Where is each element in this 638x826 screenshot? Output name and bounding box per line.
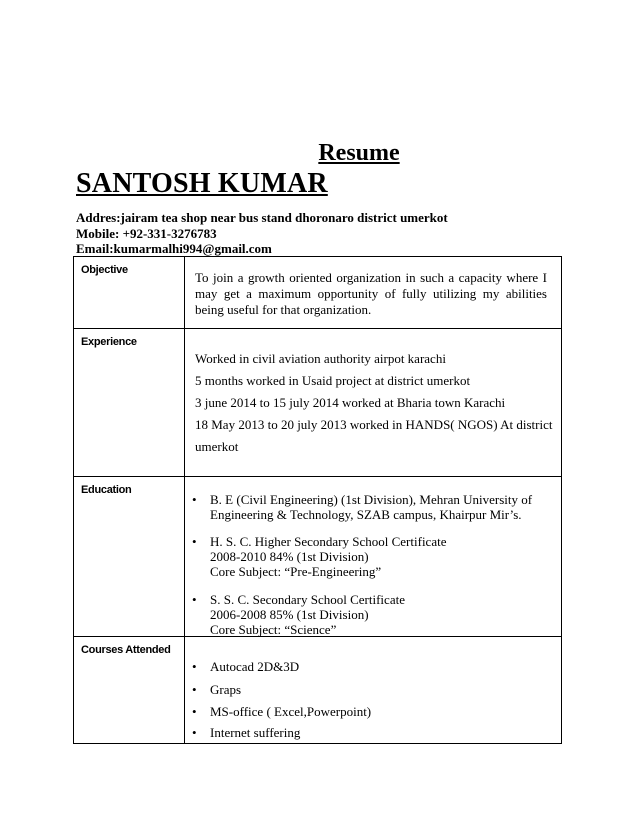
courses-label: Courses Attended <box>81 644 171 656</box>
education-row <box>74 477 561 637</box>
page-title: Resume <box>318 140 400 166</box>
education-text: S. S. C. Secondary School Certificate <box>210 592 405 607</box>
course-text: MS-office ( Excel,Powerpoint) <box>210 704 372 719</box>
candidate-name: SANTOSH KUMAR <box>76 168 328 199</box>
experience-label: Experience <box>81 336 137 348</box>
education-text: H. S. C. Higher Secondary School Certificate <box>210 534 447 549</box>
objective-label: Objective <box>81 264 128 276</box>
course-item <box>192 659 300 674</box>
course-item <box>192 725 301 740</box>
education-text: 2008-2010 84% (1st Division) <box>210 549 369 564</box>
experience-row <box>74 329 561 477</box>
bullet-icon: • <box>192 659 197 674</box>
course-text: Autocad 2D&3D <box>210 659 300 674</box>
mobile-line: Mobile: +92-331-3276783 <box>76 226 217 241</box>
education-item <box>192 534 447 579</box>
course-text: Internet suffering <box>210 725 301 740</box>
bullet-icon: • <box>192 592 197 607</box>
bullet-icon: • <box>192 704 197 719</box>
education-item <box>192 492 533 522</box>
email-line: Email:kumarmalhi994@gmail.com <box>76 241 272 256</box>
bullet-icon: • <box>192 492 197 507</box>
experience-item: 5 months worked in Usaid project at district umerkot <box>195 373 471 388</box>
education-text: Engineering & Technology, SZAB campus, Khairpur Mir’s. <box>210 507 522 522</box>
education-item <box>192 592 405 637</box>
education-text: Core Subject: “Science” <box>210 622 337 637</box>
column-divider <box>184 477 185 636</box>
course-text: Graps <box>210 682 242 697</box>
experience-item: Worked in civil aviation authority airpot karachi <box>195 351 446 366</box>
experience-item: 18 May 2013 to 20 july 2013 worked in HANDS( NGOS) At district <box>195 417 553 432</box>
objective-row <box>74 257 561 329</box>
course-item <box>192 704 372 719</box>
education-text: 2006-2008 85% (1st Division) <box>210 607 369 622</box>
bullet-icon: • <box>192 725 197 740</box>
bullet-icon: • <box>192 682 197 697</box>
experience-item: 3 june 2014 to 15 july 2014 worked at Bharia town Karachi <box>195 395 506 410</box>
column-divider <box>184 637 185 743</box>
course-item <box>192 682 242 697</box>
experience-item: umerkot <box>195 439 239 454</box>
courses-row <box>74 637 561 743</box>
bullet-icon: • <box>192 534 197 549</box>
education-label: Education <box>81 484 132 496</box>
address-line: Addres:jairam tea shop near bus stand dhoronaro district umerkot <box>76 210 448 225</box>
column-divider <box>184 257 185 328</box>
objective-text: To join a growth oriented organization in such a capacity where I may get a maximum opportunity of fully utilizing my abilities being useful for that organization. <box>195 270 547 317</box>
education-text: Core Subject: “Pre-Engineering” <box>210 564 382 579</box>
resume-table <box>73 256 562 744</box>
column-divider <box>184 329 185 476</box>
education-text: B. E (Civil Engineering) (1st Division), Mehran University of <box>210 492 533 507</box>
